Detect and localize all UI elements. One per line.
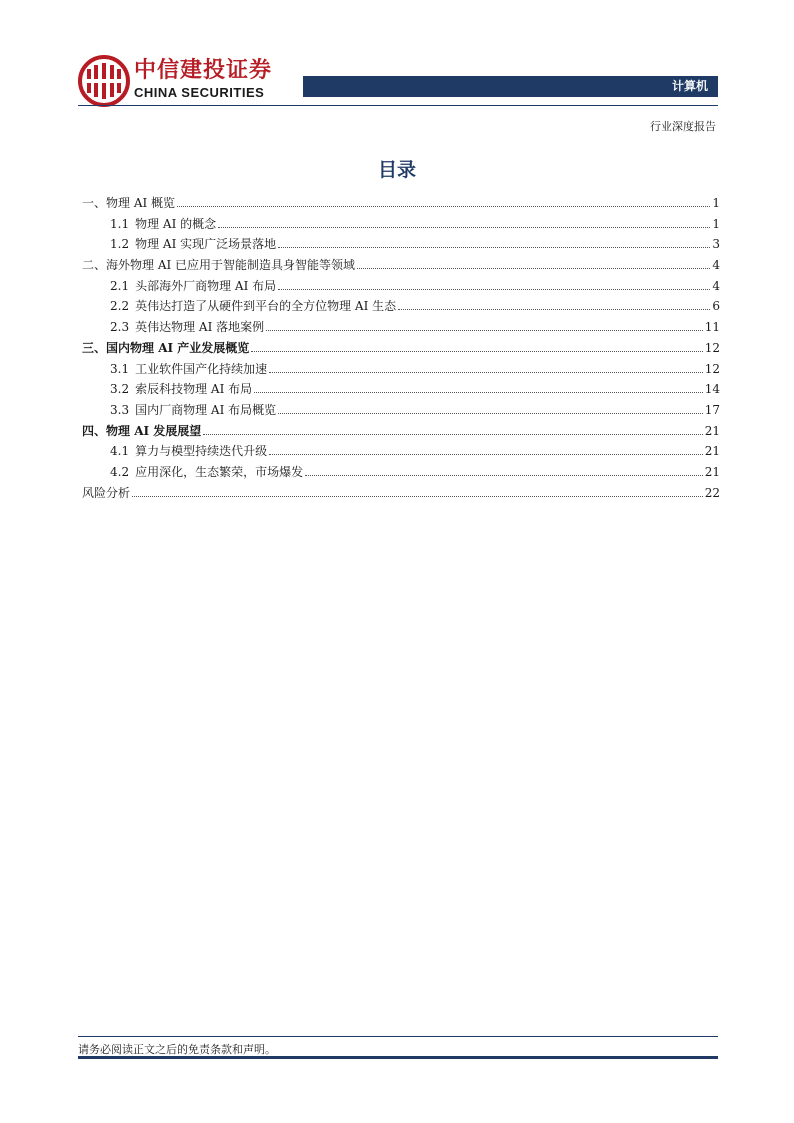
toc-entry-number: 四、 [82,423,107,438]
toc-dot-leader [278,247,710,248]
toc-entry-title: 风险分析 [82,485,131,500]
toc-dot-leader [251,351,702,352]
toc-dot-leader [254,392,703,393]
toc-dot-leader [177,206,710,207]
toc-entry[interactable] [82,379,720,400]
toc-entry-title: 工业软件国产化持续加速 [135,361,268,376]
toc-entry-number: 1.1 [110,216,130,231]
toc-entry-number: 三、 [82,340,107,355]
brand-name-en: CHINA SECURITIES [134,85,265,100]
page-header [0,0,794,140]
toc-entry-number: 1.2 [110,237,130,252]
toc-entry-title: 物理 AI 概览 [106,196,176,210]
toc-entry[interactable] [82,338,720,359]
toc-entry-number: 2.3 [110,320,130,335]
toc-entry[interactable] [82,462,720,483]
table-of-contents [82,193,720,503]
report-type-label: 行业深度报告 [650,120,716,133]
toc-entry[interactable] [82,421,720,442]
toc-entry-title: 应用深化，生态繁荣，市场爆发 [135,464,304,479]
toc-entry[interactable] [82,441,720,462]
toc-entry-page: 4 [712,258,720,273]
toc-entry-title: 物理 AI 实现广泛场景落地 [135,237,277,252]
toc-entry-page: 21 [704,464,720,479]
toc-dot-leader [203,434,702,435]
toc-entry-page: 22 [704,485,720,500]
toc-entry-page: 21 [704,444,720,459]
toc-entry[interactable] [82,234,720,255]
toc-entry[interactable] [82,296,720,317]
toc-entry-page: 1 [712,216,720,231]
toc-entry-page: 17 [704,402,720,417]
toc-entry[interactable] [82,317,720,338]
toc-entry-page: 12 [704,340,720,355]
china-securities-logo-icon [78,55,130,107]
toc-entry-number: 3.2 [110,382,130,397]
toc-dot-leader [305,475,703,476]
toc-dot-leader [398,309,710,310]
toc-entry[interactable] [82,276,720,297]
toc-entry-title: 海外物理 AI 已应用于智能制造具身智能等领域 [106,258,356,273]
toc-entry-title: 国内物理 AI 产业发展概览 [106,340,250,355]
toc-entry-page: 11 [704,320,720,335]
industry-banner: 计算机 [303,76,718,97]
toc-dot-leader [269,372,703,373]
toc-entry-page: 1 [712,196,720,210]
brand-name-cn: 中信建投证券 [134,58,273,83]
disclaimer-text: 请务必阅读正文之后的免责条款和声明。 [78,1043,276,1056]
toc-entry-page: 6 [712,299,720,314]
toc-entry-number: 3.3 [110,402,130,417]
toc-entry[interactable] [82,483,720,504]
toc-entry-title: 英伟达物理 AI 落地案例 [135,320,265,335]
toc-entry-title: 算力与模型持续迭代升级 [135,444,268,459]
footer-divider [78,1036,718,1037]
toc-dot-leader [266,330,703,331]
toc-dot-leader [357,268,710,269]
toc-entry-page: 14 [704,382,720,397]
toc-dot-leader [278,413,703,414]
toc-entry-number: 4.1 [110,444,130,459]
footer-bar [78,1056,718,1059]
toc-entry-page: 3 [712,237,720,252]
toc-entry-page: 21 [704,423,720,438]
toc-entry-page: 12 [704,361,720,376]
toc-entry[interactable] [82,400,720,421]
toc-entry-number: 3.1 [110,361,130,376]
toc-title: 目录 [377,159,416,181]
toc-entry[interactable] [82,214,720,235]
toc-entry-title: 国内厂商物理 AI 布局概览 [135,402,277,417]
header-divider [78,105,718,106]
toc-entry-number: 4.2 [110,464,130,479]
toc-entry-title: 物理 AI 发展展望 [106,423,202,438]
toc-dot-leader [278,289,710,290]
toc-entry-title: 索辰科技物理 AI 布局 [135,382,253,397]
toc-entry-title: 英伟达打造了从硬件到平台的全方位物理 AI 生态 [135,299,397,314]
toc-dot-leader [132,496,703,497]
toc-entry[interactable] [82,359,720,380]
toc-entry-page: 4 [712,278,720,293]
toc-entry-number: 二、 [82,258,107,273]
toc-entry[interactable] [82,255,720,276]
toc-entry[interactable] [82,193,720,214]
toc-entry-title: 物理 AI 的概念 [135,216,217,231]
toc-dot-leader [269,454,703,455]
toc-entry-number: 2.2 [110,299,130,314]
toc-entry-title: 头部海外厂商物理 AI 布局 [135,278,277,293]
toc-dot-leader [218,227,710,228]
toc-entry-number: 一、 [82,196,107,210]
toc-entry-number: 2.1 [110,278,130,293]
